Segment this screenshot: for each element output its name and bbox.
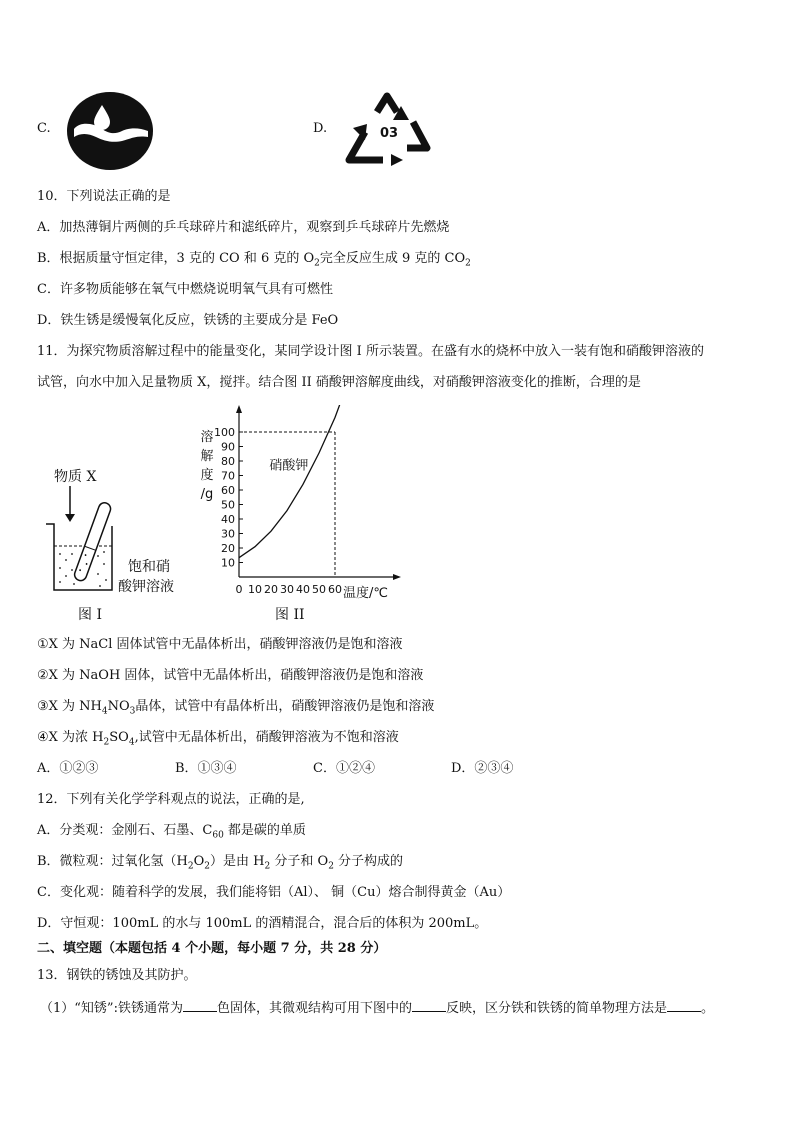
y-axis-label-char: 解: [200, 449, 214, 464]
q10-option-c: C．许多物质能够在氧气中燃烧说明氧气具有可燃性: [37, 282, 333, 297]
q11-option-a: A．①②③: [37, 761, 99, 776]
solubility-chart: [195, 405, 410, 605]
q10-option-d: D．铁生锈是缓慢氧化反应，铁锈的主要成分是 FeO: [37, 313, 339, 328]
y-tick-label: 20: [221, 542, 235, 555]
q11-statement-3: ③X 为 $NH_4NO_3$晶体，试管中有晶体析出，硝酸钾溶液仍是饱和溶液: [37, 699, 435, 717]
q11-option-b: B．①③④: [175, 761, 237, 776]
y-tick-label: 60: [221, 484, 235, 497]
answer-blank-2[interactable]: [412, 999, 446, 1012]
answer-blank-1[interactable]: [183, 999, 217, 1012]
q9-option-d-label: D.: [313, 121, 328, 136]
answer-blank-3[interactable]: [667, 999, 701, 1012]
y-tick-label: 30: [221, 527, 235, 541]
y-axis-arrow: [236, 405, 242, 413]
y-axis-label-char: /g: [200, 487, 214, 502]
y-tick-label: 10: [221, 556, 235, 570]
q10-option-a: A．加热薄铜片两侧的乒乓球碎片和滤纸碎片，观察到乒乓球碎片先燃烧: [37, 220, 450, 235]
x-tick-label: 60: [328, 583, 342, 596]
q12-stem: 12．下列有关化学学科观点的说法，正确的是,: [37, 792, 305, 807]
q11-option-d: D．②③④: [451, 761, 514, 776]
fig2-caption: 图 II: [275, 607, 305, 623]
y-axis-label-char: 度: [200, 468, 214, 483]
y-tick-label: 50: [221, 498, 235, 512]
fig1-solution-label-1: 饱和硝: [128, 559, 170, 575]
q12-option-b: B．微粒观：过氧化氢$(H_2O_2)$是由 $H_2$ 分子和 $O_2$ 分子构成的: [37, 854, 404, 872]
q11-statement-4: ④X 为浓 $H_2SO_4$,试管中无晶体析出，硝酸钾溶液为不饱和溶液: [37, 730, 399, 748]
x-tick-label: 40: [296, 583, 310, 596]
y-tick-label: 40: [221, 513, 235, 526]
q11-statement-1: ①X 为 NaCl 固体试管中无晶体析出，硝酸钾溶液仍是饱和溶液: [37, 637, 403, 652]
q12-option-c: C．变化观：随着科学的发展，我们能将铝（Al）、 铜（Cu）熔合制得黄金（Au）: [37, 885, 511, 900]
x-tick-label: 20: [264, 583, 278, 596]
y-tick-label: 70: [221, 469, 235, 483]
x-axis-arrow: [393, 574, 401, 580]
recycle-symbol-icon: [343, 90, 435, 170]
x-tick-label: 10: [248, 583, 262, 596]
q9-option-c-label: C.: [37, 121, 51, 136]
y-tick-label: 80: [221, 455, 235, 468]
x-tick-label: 30: [280, 583, 294, 596]
fig1-substance-label: 物质 X: [54, 469, 97, 485]
water-saving-logo: [66, 91, 154, 171]
series-label: 硝酸钾: [269, 458, 309, 474]
q10-option-b: B．根据质量守恒定律，3 克的 CO 和 6 克的 $O_2$完全反应生成 9 克的 $CO_2$: [37, 251, 471, 269]
q12-option-a: A．分类观：金刚石、石墨、$C_{60}$ 都是碳的单质: [37, 823, 306, 841]
q11-stem-line1: 11．为探究物质溶解过程中的能量变化，某同学设计图 I 所示装置。在盛有水的烧杯中放入一装有饱和硝酸钾溶液的: [37, 344, 704, 359]
y-axis-label-char: 溶: [200, 430, 214, 445]
solubility-curve: [239, 405, 343, 558]
q13-stem: 13．钢铁的锈蚀及其防护。: [37, 968, 197, 983]
q10-stem: 10．下列说法正确的是: [37, 189, 171, 204]
q13-part1: （1）“知锈”:铁锈通常为 色固体，其微观结构可用下图中的 反映，区分铁和铁锈的简单物理方法是 。: [40, 1001, 714, 1016]
fig1-caption: 图 I: [78, 607, 102, 623]
beaker-figure: [36, 484, 126, 594]
q11-stem-line2: 试管，向水中加入足量物质 X，搅拌。结合图 II 硝酸钾溶解度曲线，对硝酸钾溶液变化的推断，合理的是: [37, 375, 641, 390]
recycle-code-text: 03: [379, 126, 399, 141]
y-tick-label: 90: [221, 440, 235, 454]
y-tick-label: 100: [214, 426, 235, 439]
x-tick-label: 0: [235, 583, 243, 596]
fig1-solution-label-2: 酸钾溶液: [118, 579, 174, 595]
q11-option-c: C．①②④: [313, 761, 375, 776]
x-tick-label: 50: [312, 583, 326, 596]
q11-statement-2: ②X 为 NaOH 固体，试管中无晶体析出，硝酸钾溶液仍是饱和溶液: [37, 668, 424, 683]
x-axis-label: 温度/℃: [343, 586, 388, 601]
q12-option-d: D．守恒观：100mL 的水与 100mL 的酒精混合，混合后的体积为 200mL。: [37, 916, 488, 931]
section2-heading: 二、填空题（本题包括 4 个小题，每小题 7 分，共 28 分）: [37, 941, 387, 956]
